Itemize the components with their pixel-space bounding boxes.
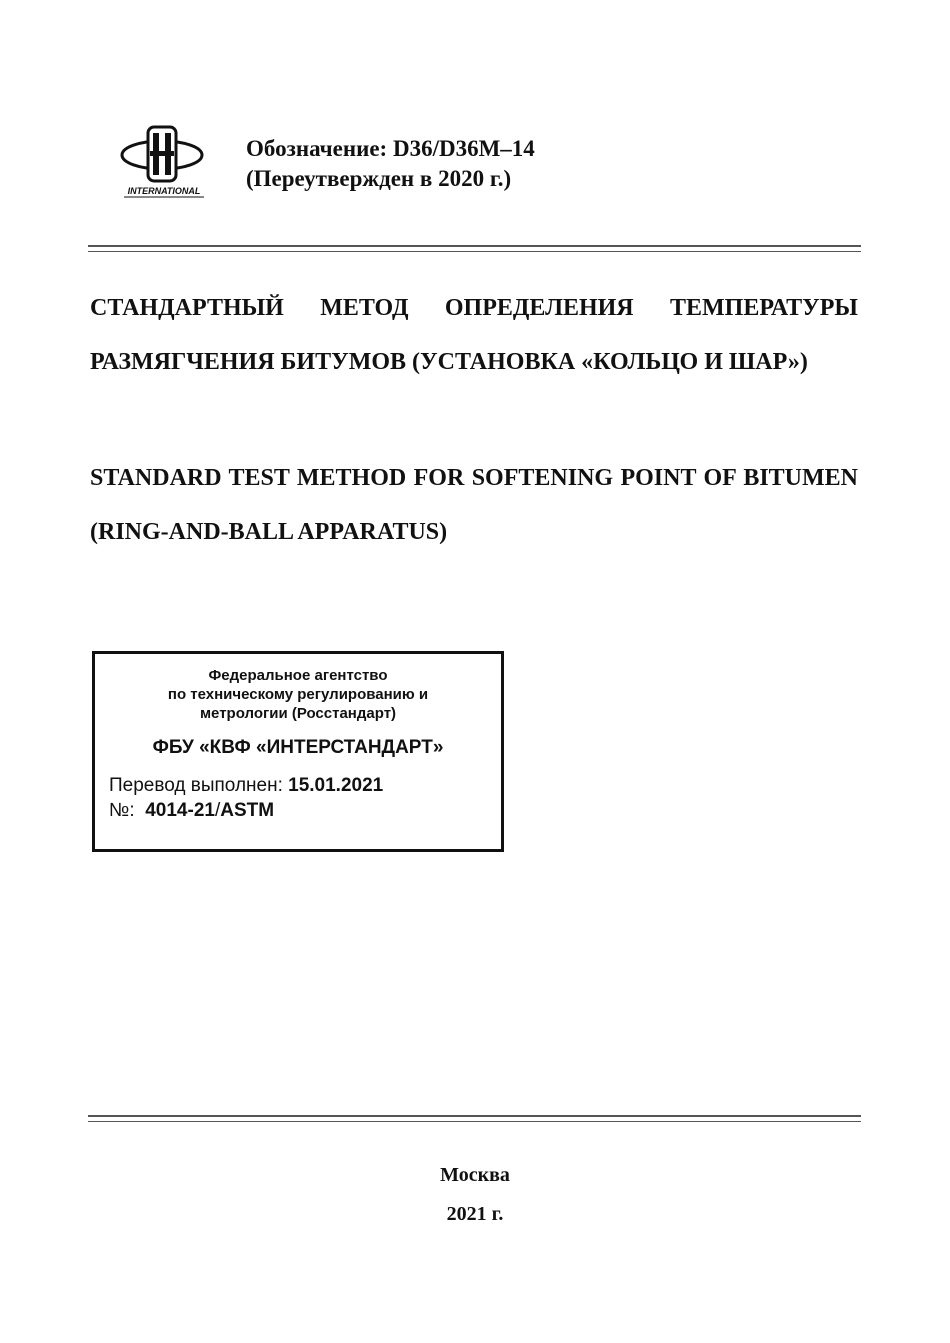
organization-name: ФБУ «КВФ «ИНТЕРСТАНДАРТ» xyxy=(152,737,444,758)
agency-line: Федеральное агентство xyxy=(208,667,388,684)
astm-logo xyxy=(120,125,210,200)
reapproved-note: (Переутвержден в 2020 г.) xyxy=(246,166,512,191)
agency-line: по техническому регулированию и xyxy=(167,686,429,703)
translation-date-line xyxy=(109,773,501,798)
publication-year: 2021 г. xyxy=(446,1203,504,1225)
translated-date: 15.01.2021 xyxy=(288,775,384,796)
translation-number-line xyxy=(109,798,501,823)
number-label: №: xyxy=(109,800,135,821)
translated-label: Перевод выполнен: xyxy=(109,775,289,796)
number-value: 4014-21 xyxy=(145,800,215,821)
number-separator: / xyxy=(214,800,221,821)
top-divider xyxy=(88,245,861,252)
title-ru: СТАНДАРТНЫЙ МЕТОД ОПРЕДЕЛЕНИЯ ТЕМПЕРАТУРЫ РАЗМЯГЧЕНИЯ БИТУМОВ (УСТАНОВКА «КОЛЬЦО И ШАР») xyxy=(90,295,858,375)
designation: Обозначение: D36/D36M–14 xyxy=(246,136,535,161)
agency-line: метрологии (Росстандарт) xyxy=(199,705,397,722)
title-en: STANDARD TEST METHOD FOR SOFTENING POINT OF BITUMEN (RING-AND-BALL APPARATUS) xyxy=(90,465,858,545)
astm-logo-caption: INTERNATIONAL xyxy=(127,186,201,196)
publication-city: Москва xyxy=(440,1164,510,1186)
designation-block xyxy=(246,134,535,194)
agency-name xyxy=(95,666,501,723)
number-suffix: ASTM xyxy=(220,800,275,821)
translation-stamp xyxy=(92,651,504,852)
bottom-divider xyxy=(88,1115,861,1122)
